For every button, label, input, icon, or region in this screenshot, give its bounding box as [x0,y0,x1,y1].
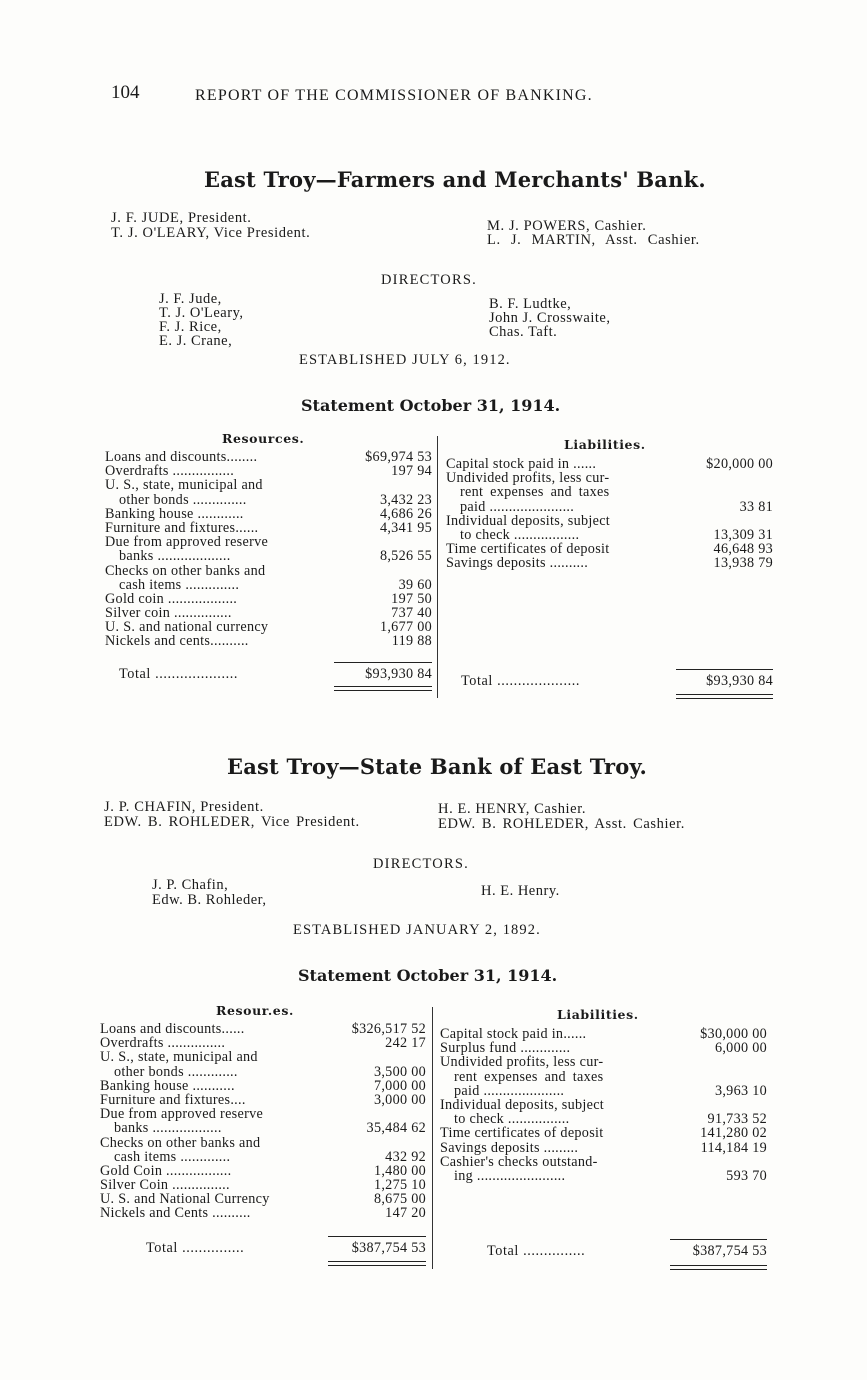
row-label: Cashier's checks outstand- [440,1153,598,1170]
officer: J. P. CHAFIN, President. [104,799,264,815]
total-label: Total ............... [146,1240,245,1256]
row-label: Overdrafts ............... [100,1035,226,1052]
director: Chas. Taft. [489,324,558,340]
table-row [100,1093,426,1107]
table-row [440,1141,767,1155]
liabilities-list [440,1027,767,1183]
table-row [440,1070,767,1084]
row-label: Overdrafts ................ [105,463,235,480]
director: John J. Crosswaite, [489,310,611,326]
table-row [100,1206,426,1220]
row-label: Individual deposits, subject [446,512,611,529]
table-row [446,471,773,485]
table-row [446,500,773,514]
table-row [446,485,773,499]
row-amount: 91,733 52 [707,1111,767,1128]
row-label: Due from approved reserve [100,1106,264,1123]
row-amount: 197 50 [391,590,432,607]
page-number: 104 [111,82,140,103]
established-date: ESTABLISHED JULY 6, 1912. [299,352,511,368]
total-label: Total .................... [461,673,581,689]
total-label: Total ............... [487,1243,586,1259]
row-label: Individual deposits, subject [440,1096,605,1113]
table-row [446,556,773,570]
established-date: ESTABLISHED JANUARY 2, 1892. [293,922,541,938]
subtotal-rule [670,1239,767,1240]
column-divider [437,436,438,698]
row-amount: 13,938 79 [713,555,773,572]
row-amount: 4,686 26 [379,505,432,522]
table-row [446,457,773,471]
row-label: cash items .............. [119,576,240,593]
table-row [100,1164,426,1178]
row-amount: 1,480 00 [373,1162,426,1179]
total-amount: $93,930 84 [365,666,432,682]
row-amount: 3,432 23 [379,491,432,508]
table-row [440,1041,767,1055]
table-row [105,592,432,606]
subtotal-rule [334,662,432,663]
table-row [100,1178,426,1192]
row-amount: 46,648 93 [713,541,773,558]
row-amount: 114,184 19 [700,1139,767,1156]
total-rule [676,698,773,699]
table-row [440,1084,767,1098]
officer: T. J. O'LEARY, Vice President. [111,225,311,241]
row-label: Loans and discounts........ [105,449,258,465]
table-row [446,542,773,556]
table-row [440,1112,767,1126]
row-label: U. S., state, municipal and [105,477,263,494]
table-row [100,1192,426,1206]
director: H. E. Henry. [481,883,560,899]
table-row [100,1150,426,1164]
table-row [105,620,432,634]
officer: H. E. HENRY, Cashier. [438,801,587,817]
row-label: Gold Coin ................. [100,1162,232,1179]
total-rule [670,1265,767,1266]
table-row [440,1169,767,1183]
table-row [100,1050,426,1064]
row-label: Nickels and cents.......... [105,633,249,650]
row-label: rent expenses and taxes [454,1068,604,1085]
total-row [461,674,773,688]
row-label: Silver coin ............... [105,605,232,622]
table-row [105,535,432,549]
liabilities-heading: Liabilities. [564,437,646,452]
table-row [105,634,432,648]
table-row [105,493,432,507]
row-amount: 141,280 02 [700,1125,767,1142]
table-row [105,521,432,535]
table-row [105,507,432,521]
row-amount: 242 17 [385,1035,426,1052]
row-amount: 8,675 00 [373,1191,426,1208]
row-amount: $30,000 00 [700,1026,767,1042]
director: B. F. Ludtke, [489,296,572,312]
row-amount: 432 92 [385,1148,426,1165]
row-label: Checks on other banks and [100,1134,261,1151]
total-rule [328,1265,426,1266]
table-row [440,1155,767,1169]
table-row [100,1036,426,1050]
row-amount: 197 94 [391,463,432,480]
row-amount: 35,484 62 [366,1120,426,1137]
row-label: Savings deposits .......... [446,555,589,572]
resources-list [105,450,432,649]
row-amount: 3,000 00 [373,1091,426,1108]
table-row [440,1027,767,1041]
row-label: Loans and discounts...... [100,1021,245,1037]
table-row [100,1022,426,1036]
row-label: Time certificates of deposit [440,1125,604,1142]
row-label: banks .................. [114,1120,222,1137]
row-label: rent expenses and taxes [460,484,610,501]
row-amount: 3,500 00 [373,1063,426,1080]
total-amount: $387,754 53 [692,1243,767,1259]
row-label: banks ................... [119,548,231,565]
row-amount: 3,963 10 [714,1082,767,1099]
statement-heading: Statement October 31, 1914. [298,966,558,985]
liabilities-heading: Liabilities. [557,1007,639,1022]
directors-heading: DIRECTORS. [381,272,477,288]
officer: EDW. B. ROHLEDER, Asst. Cashier. [438,816,685,832]
total-rule [334,690,432,691]
table-row [105,478,432,492]
row-amount: $20,000 00 [706,456,773,472]
row-amount: $69,974 53 [365,449,432,465]
table-row [440,1055,767,1069]
resources-list [100,1022,426,1221]
director: F. J. Rice, [159,319,222,335]
total-row [146,1241,426,1255]
total-label: Total .................... [119,666,239,682]
row-label: paid ..................... [454,1082,565,1099]
row-label: Undivided profits, less cur- [446,470,610,487]
table-row [446,528,773,542]
column-divider [432,1007,433,1269]
total-amount: $387,754 53 [351,1240,426,1256]
resources-heading: Resour.es. [216,1003,294,1018]
row-label: Banking house ............ [105,505,244,522]
row-label: Time certificates of deposit [446,541,610,558]
row-label: U. S. and National Currency [100,1191,270,1208]
total-rule [334,686,432,687]
row-amount: 6,000 00 [714,1040,767,1057]
row-label: Gold coin .................. [105,590,238,607]
row-amount: 1,275 10 [373,1177,426,1194]
row-amount: 7,000 00 [373,1077,426,1094]
row-amount: 1,677 00 [379,619,432,636]
liabilities-list [446,457,773,571]
row-label: Capital stock paid in ...... [446,456,597,472]
officer: J. F. JUDE, President. [111,210,252,226]
directors-heading: DIRECTORS. [373,856,469,872]
bank-title: East Troy—Farmers and Merchants' Bank. [204,167,706,192]
table-row [100,1107,426,1121]
row-label: other bonds ............. [114,1063,238,1080]
officer: EDW. B. ROHLEDER, Vice President. [104,814,360,830]
row-label: Savings deposits ......... [440,1139,579,1156]
table-row [105,564,432,578]
row-amount: 39 60 [398,576,432,593]
row-label: Capital stock paid in...... [440,1026,587,1042]
table-row [100,1079,426,1093]
row-amount: 119 88 [391,633,432,650]
total-amount: $93,930 84 [706,673,773,689]
row-label: Due from approved reserve [105,534,269,551]
table-row [105,549,432,563]
row-label: Checks on other banks and [105,562,266,579]
total-row [119,667,432,681]
row-amount: 4,341 95 [379,519,432,536]
director: T. J. O'Leary, [159,305,244,321]
officer: M. J. POWERS, Cashier. [487,218,647,234]
total-rule [670,1269,767,1270]
row-amount: 593 70 [726,1167,767,1184]
subtotal-rule [328,1236,426,1237]
row-label: to check ................ [454,1111,570,1128]
total-rule [676,694,773,695]
director: E. J. Crane, [159,333,233,349]
table-row [100,1065,426,1079]
row-label: to check ................. [460,526,580,543]
row-label: other bonds .............. [119,491,247,508]
row-amount: 13,309 31 [713,526,773,543]
row-amount: 8,526 55 [379,548,432,565]
table-row [105,450,432,464]
row-label: Furniture and fixtures.... [100,1091,246,1108]
row-label: Undivided profits, less cur- [440,1054,604,1071]
table-row [105,606,432,620]
running-head: REPORT OF THE COMMISSIONER OF BANKING. [195,87,593,104]
row-label: Banking house ........... [100,1077,235,1094]
table-row [105,464,432,478]
director: J. F. Jude, [159,291,222,307]
table-row [105,578,432,592]
row-amount: $326,517 52 [351,1021,426,1037]
row-label: U. S. and national currency [105,619,269,636]
table-row [100,1136,426,1150]
director: Edw. B. Rohleder, [152,892,267,908]
bank-title: East Troy—State Bank of East Troy. [227,754,648,779]
row-label: cash items ............. [114,1148,231,1165]
total-rule [328,1261,426,1262]
officer: L. J. MARTIN, Asst. Cashier. [487,232,700,248]
row-amount: 737 40 [391,605,432,622]
row-label: ing ....................... [454,1167,566,1184]
subtotal-rule [676,669,773,670]
row-label: Surplus fund ............. [440,1040,571,1057]
row-label: Silver Coin ............... [100,1177,230,1194]
table-row [446,514,773,528]
director: J. P. Chafin, [152,877,229,893]
row-amount: 147 20 [385,1205,426,1222]
row-label: Nickels and Cents .......... [100,1205,251,1222]
row-label: paid ...................... [460,498,575,515]
row-label: Furniture and fixtures...... [105,519,259,536]
row-label: U. S., state, municipal and [100,1049,258,1066]
statement-heading: Statement October 31, 1914. [301,396,561,415]
resources-heading: Resources. [222,431,305,446]
table-row [440,1126,767,1140]
row-amount: 33 81 [739,498,773,515]
total-row [487,1244,767,1258]
table-row [100,1121,426,1135]
table-row [440,1098,767,1112]
